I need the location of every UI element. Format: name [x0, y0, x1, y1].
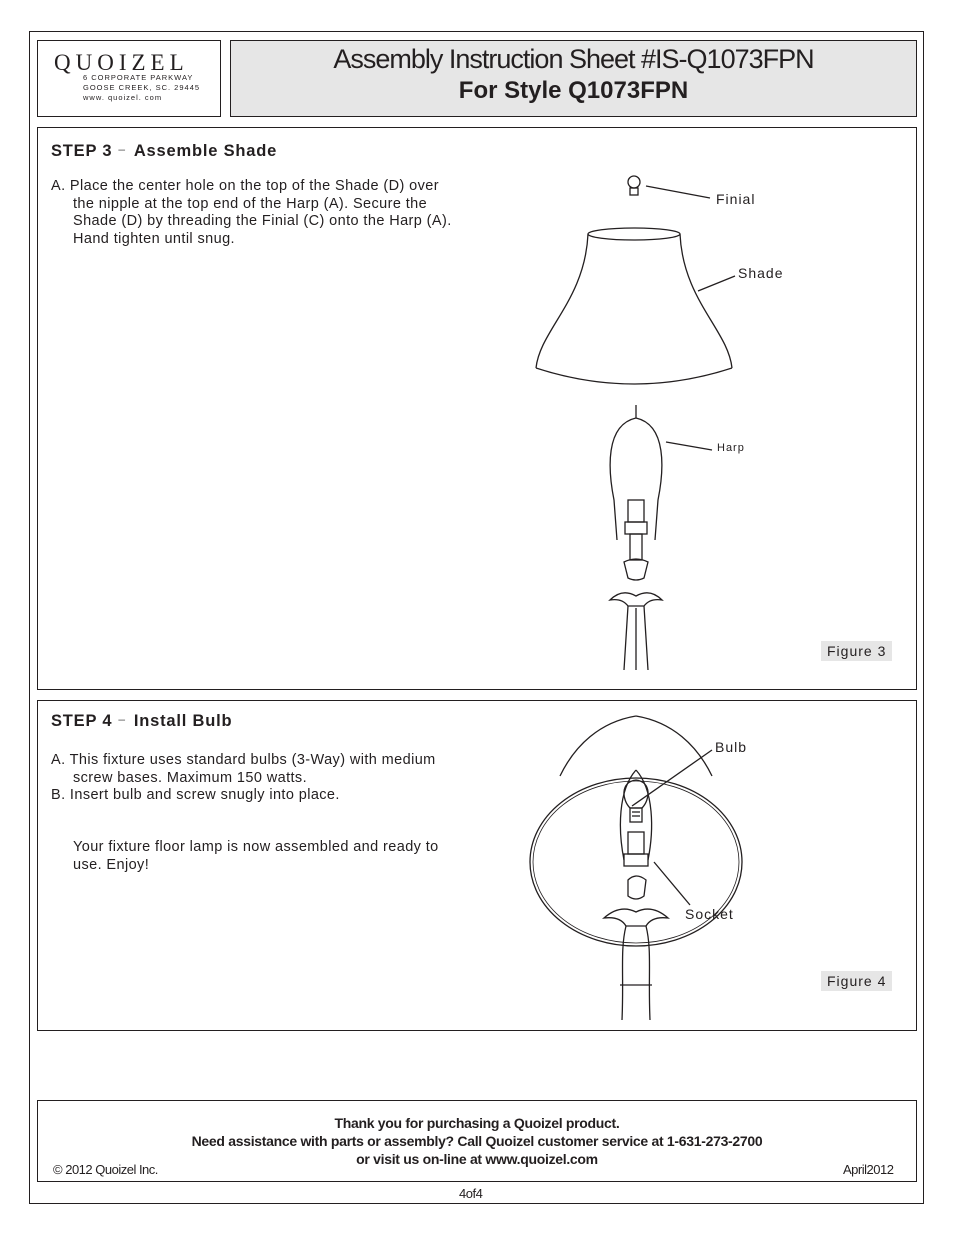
step4-name: Install Bulb	[133, 712, 233, 730]
socket-shape	[628, 832, 644, 854]
footer-website: or visit us on-line at www.quoizel.com	[356, 1151, 598, 1167]
copyright-symbol: ©	[53, 1162, 63, 1177]
socket-arrow	[654, 862, 690, 905]
page-number: 4of4	[459, 1186, 483, 1201]
step4-dash: –	[118, 712, 126, 726]
address-line-2: GOOSE CREEK, SC. 29445	[83, 83, 201, 92]
copyright-text: 2012 Quoizel Inc.	[65, 1162, 158, 1177]
bulb-label: Bulb	[715, 739, 748, 755]
lamp-leaf	[604, 909, 668, 926]
website: www. quoizel. com	[83, 93, 163, 102]
socket-ring	[624, 854, 648, 866]
bulb-base	[630, 808, 642, 822]
step4-line: B. Insert bulb and screw snugly into place.	[51, 787, 340, 803]
figure4-label: Figure 4	[821, 971, 892, 991]
step4-line: A. This fixture uses standard bulbs (3-Way) with medium	[51, 752, 436, 768]
step3-line: the nipple at the top end of the Harp (A). Secure the	[73, 195, 428, 212]
shade-label: Shade	[738, 265, 784, 281]
finial-label: Finial	[716, 191, 756, 207]
page-title: Assembly Instruction Sheet #IS-Q1073FPN	[333, 44, 814, 74]
step3-line: Shade (D) by threading the Finial (C) onto the Harp (A).	[73, 213, 452, 229]
harp-label: Harp	[717, 442, 745, 454]
page-subtitle: For Style Q1073FPN	[458, 77, 689, 104]
lamp-body-right	[646, 926, 650, 1020]
footer-assistance: Need assistance with parts or assembly? Call Quoizel customer service at 1-631-273-2700	[191, 1133, 763, 1149]
step3-number: STEP 3	[51, 142, 113, 160]
lamp-collar	[628, 876, 646, 899]
step4-line: Your fixture floor lamp is now assembled and ready to	[73, 839, 439, 855]
lamp-body-left	[622, 926, 626, 1020]
socket-label: Socket	[685, 906, 734, 922]
step3-name: Assemble Shade	[133, 142, 278, 160]
shade-upper-left	[560, 716, 636, 776]
figure3-label: Figure 3	[821, 641, 892, 661]
step3-line: Hand tighten until snug.	[73, 230, 235, 247]
shade-upper-right	[636, 716, 712, 776]
step3-dash: –	[118, 142, 126, 156]
copyright	[53, 1162, 158, 1177]
step4-line: use. Enjoy!	[73, 856, 150, 873]
address-line-1: 6 CORPORATE PARKWAY	[83, 73, 194, 82]
document-date: April2012	[843, 1162, 894, 1177]
step4-number: STEP 4	[51, 712, 113, 730]
footer-thanks: Thank you for purchasing a Quoizel product.	[334, 1115, 620, 1131]
step4-line: screw bases. Maximum 150 watts.	[73, 769, 307, 786]
brand-logo: QUOIZEL	[54, 50, 189, 75]
step3-line: A. Place the center hole on the top of the Shade (D) over	[51, 178, 439, 194]
